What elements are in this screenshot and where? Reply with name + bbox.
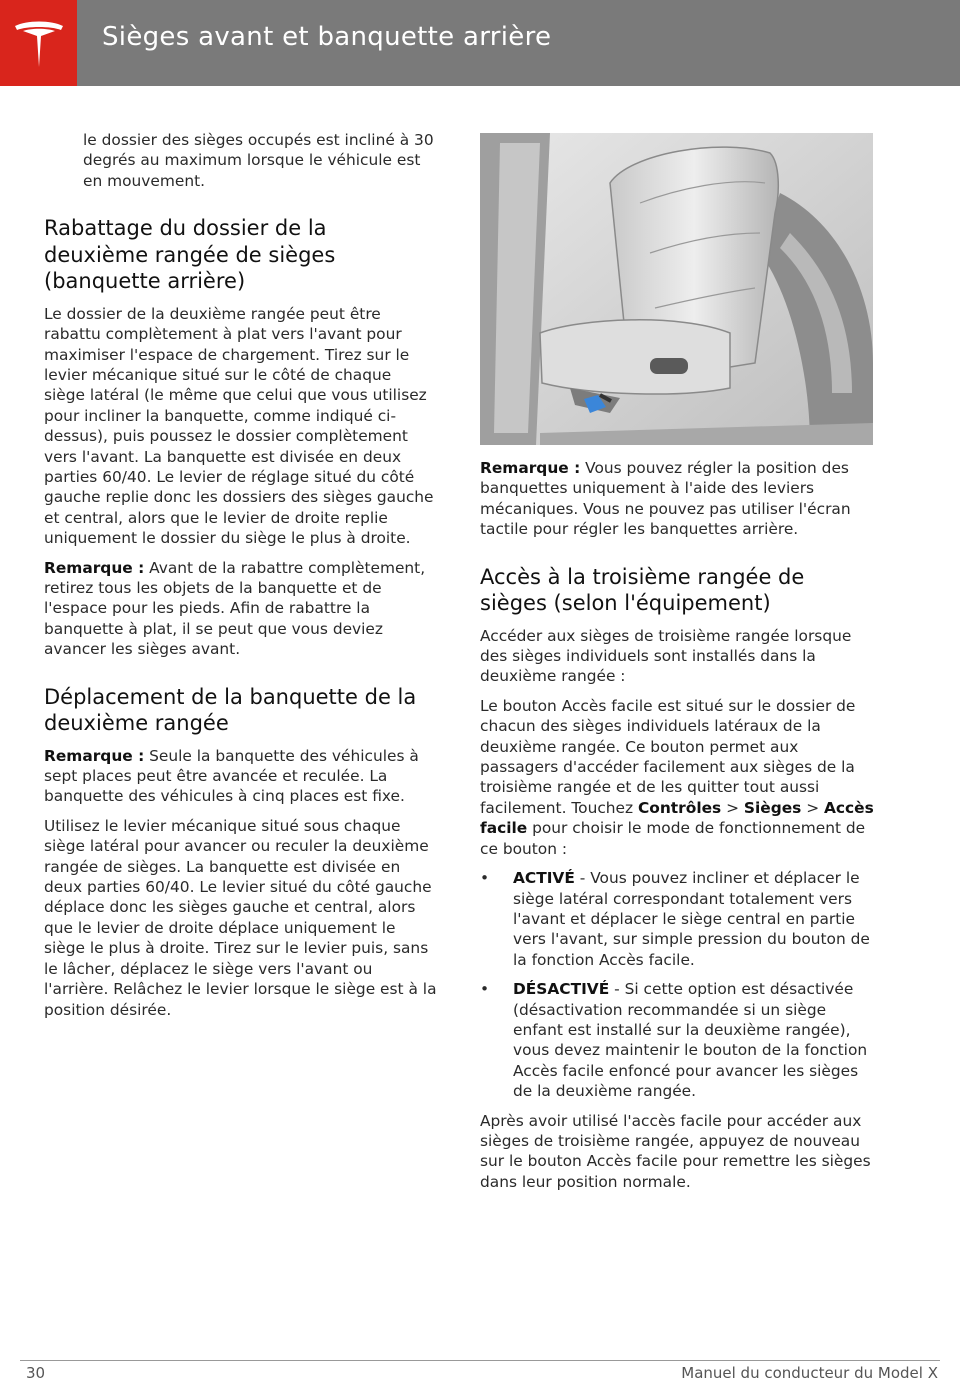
bullet-icon: • — [480, 869, 490, 888]
note-label: Remarque : — [44, 746, 145, 765]
move-paragraph: Utilisez le levier mécanique situé sous chaque siège latéral pour avancer ou reculer la deuxième rangée de sièges. La banquette est divisée en deux parties 60/40. Le levier situé du côté gauche déplace donc les sièges gauche et central, alors que le levier de droite déplace uniquement le siège le plus à droite. Tirez sur le levier puis, sans le lâcher, déplacez le siège vers l'avant ou l'arrière. Relâchez le levier lorsque le siège est à la position désirée. — [44, 816, 437, 1019]
seats-term: Sièges — [743, 798, 802, 817]
fold-note — [44, 558, 437, 660]
note-text: Vous pouvez régler la position des banquettes uniquement à l'aide des leviers mécaniques. Vous ne pouvez pas utiliser l'écran tactile pour régler les banquettes arrière. — [480, 459, 851, 539]
separator: > — [721, 798, 744, 817]
seat-photo — [480, 133, 873, 445]
controls-term: Contrôles — [637, 798, 722, 817]
move-note — [44, 746, 437, 807]
text-run: Le bouton Accès facile est situé sur le dossier de chacun des sièges individuels latéraux de la deuxième rangée. Ce bouton permet aux passagers d'accéder facilement aux sièges de la troisième rangée et de les quitter tout aussi facilement. Touchez — [480, 696, 856, 817]
footer-divider — [20, 1360, 940, 1361]
intro-paragraph: le dossier des sièges occupés est incliné à 30 degrés au maximum lorsque le véhicule est en mouvement. — [83, 131, 434, 190]
section-heading-third-row: Accès à la troisième rangée de sièges (selon l'équipement) — [480, 564, 805, 616]
right-column — [480, 458, 875, 1201]
bullet-label: ACTIVÉ — [513, 869, 575, 888]
touchscreen-note — [480, 458, 875, 540]
note-label: Remarque : — [480, 459, 581, 477]
page-number: 30 — [26, 1364, 46, 1382]
bullet-off — [480, 979, 875, 1101]
section-heading-move: Déplacement de la banquette de la deuxième rangée — [44, 684, 417, 736]
note-text: Seule la banquette des véhicules à sept places peut être avancée et reculée. La banquette des véhicules à cinq places est fixe. — [44, 746, 419, 806]
note-text: Avant de la rabattre complètement, retirez tous les objets de la banquette et de l'espace pour les pieds. Afin de rabattre la banquette à plat, il se peut que vous deviez avancer les sièges avant. — [44, 558, 426, 659]
bullet-label: DÉSACTIVÉ — [513, 980, 610, 999]
closing-paragraph: Après avoir utilisé l'accès facile pour accéder aux sièges de troisième rangée, appuyez de nouveau sur le bouton Accès facile pour remettre les sièges dans leur position normale. — [480, 1111, 871, 1191]
third-row-intro: Accéder aux sièges de troisième rangée lorsque des sièges individuels sont installés dans la deuxième rangée : — [480, 626, 852, 686]
page-header — [0, 0, 960, 86]
section-heading-fold: Rabattage du dossier de la deuxième rangée de sièges (banquette arrière) — [44, 216, 336, 294]
logo-badge — [0, 0, 77, 86]
bullet-text: - Vous pouvez incliner et déplacer le siège latéral correspondant totalement vers l'avant et déplacer le siège central en partie vers l'avant, sur simple pression du bouton de la fonction Accès facile. — [513, 869, 870, 969]
tesla-logo-icon — [13, 17, 65, 69]
bullet-on — [480, 868, 875, 970]
bullet-text: - Si cette option est désactivée (désactivation recommandée si un siège enfant est installé sur la deuxième rangée), vous devez maintenir le bouton de la fonction Accès facile enfoncé pour avancer les sièges de la deuxième rangée. — [513, 980, 868, 1101]
easy-access-paragraph — [480, 696, 875, 859]
note-label: Remarque : — [44, 558, 145, 577]
page-title: Sièges avant et banquette arrière — [102, 22, 552, 52]
manual-name: Manuel du conducteur du Model X — [681, 1364, 938, 1382]
easy-access-term: Accès facile — [480, 798, 874, 838]
separator: > — [801, 798, 825, 817]
bullet-icon: • — [480, 980, 490, 999]
left-column — [44, 130, 437, 1029]
text-run: pour choisir le mode de fonctionnement de ce bouton : — [480, 819, 866, 858]
fold-paragraph: Le dossier de la deuxième rangée peut être rabattu complètement à plat vers l'avant pour maximiser l'espace de chargement. Tirez sur le levier mécanique situé sur le côté de chaque siège latéral (le même que celui que vous utilisez pour incliner la banquette, comme indiqué ci-dessus), puis poussez le dossier complètement vers l'avant. La banquette est divisée en deux parties 60/40. Le levier de réglage situé du côté gauche replie donc les dossiers des sièges gauche et central, alors que le levier de droite replie uniquement le dossier du siège le plus à droite. — [44, 304, 434, 548]
